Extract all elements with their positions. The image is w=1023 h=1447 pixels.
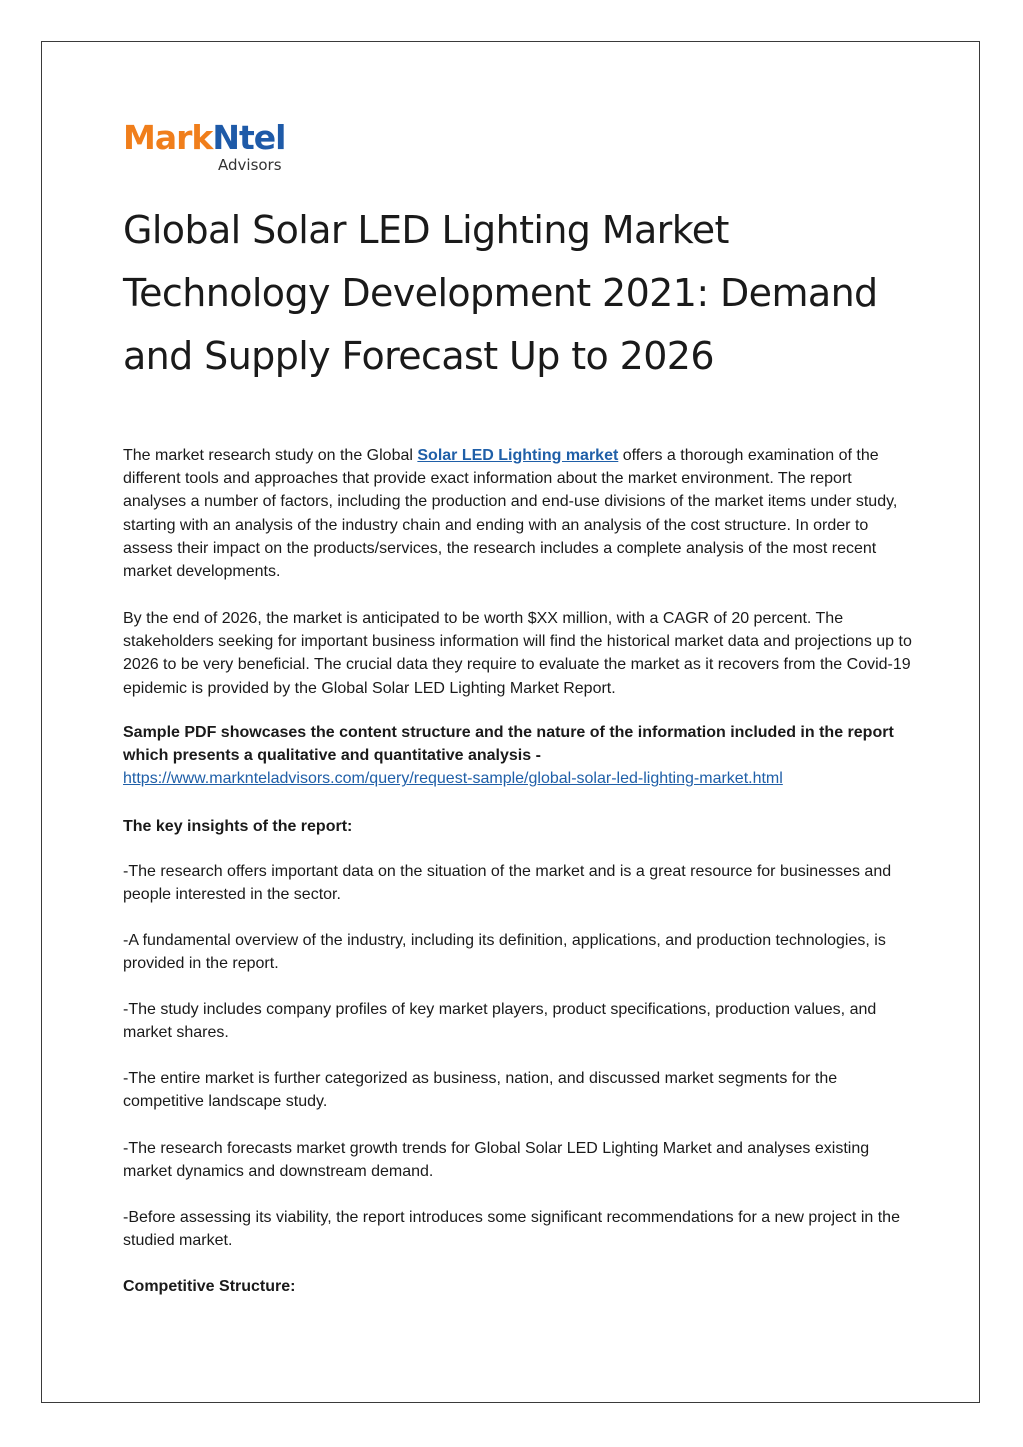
page-title: Global Solar LED Lighting Market Technology Development 2021: Demand and Supply Forecast Up to 2026 xyxy=(123,208,878,378)
solar-led-market-link[interactable]: Solar LED Lighting market xyxy=(417,447,619,464)
insight-item: -A fundamental overview of the industry, including its definition, applications, and production technologies, is provided in the report. xyxy=(123,932,886,973)
competitive-structure-heading: Competitive Structure: xyxy=(123,1278,296,1295)
sample-pdf-text: Sample PDF showcases the content structure and the nature of the information included in the report which presents a qualitative and quantitative analysis - xyxy=(123,724,894,765)
insight-item: -The research offers important data on the situation of the market and is a great resource for businesses and people interested in the sector. xyxy=(123,863,892,904)
insight-item: -The entire market is further categorized as business, nation, and discussed market segments for the competitive landscape study. xyxy=(123,1070,838,1111)
key-insights-heading: The key insights of the report: xyxy=(123,818,353,835)
sample-paragraph xyxy=(123,721,913,791)
logo-ntel-text: Ntel xyxy=(212,118,286,157)
forecast-paragraph: By the end of 2026, the market is anticipated to be worth $XX million, with a CAGR of 20 percent. The stakeholders seeking for important business information will find the historical market data and projections up to 2026 to be very beneficial. The crucial data they require to evaluate the market as it recovers from the Covid-19 epidemic is provided by the Global Solar LED Lighting Market Report. xyxy=(123,610,912,697)
logo-advisors-text: Advisors xyxy=(218,156,282,174)
intro-text-rest: offers a thorough examination of the different tools and approaches that provide exact information about the market environment. The report analyses a number of factors, including the production and end-use divisions of the market items under study, starting with an analysis of the industry chain and ending with an analysis of the cost structure. In order to assess their impact on the products/services, the research includes a complete analysis of the most recent market developments. xyxy=(123,447,898,581)
sample-request-link[interactable]: https://www.marknteladvisors.com/query/request-sample/global-solar-led-lighting-market.html xyxy=(123,770,783,788)
marknteladvisors-logo xyxy=(123,118,323,180)
intro-text-start: The market research study on the Global xyxy=(123,447,418,464)
insight-item: -Before assessing its viability, the report introduces some significant recommendations for a new project in the studied market. xyxy=(123,1209,900,1250)
intro-paragraph xyxy=(123,444,913,583)
insight-item: -The study includes company profiles of key market players, product specifications, production values, and market shares. xyxy=(123,1001,877,1042)
insight-item: -The research forecasts market growth trends for Global Solar LED Lighting Market and analyses existing market dynamics and downstream demand. xyxy=(123,1140,870,1181)
logo-wordmark xyxy=(123,118,285,158)
logo-mark-text: Mark xyxy=(123,118,213,157)
